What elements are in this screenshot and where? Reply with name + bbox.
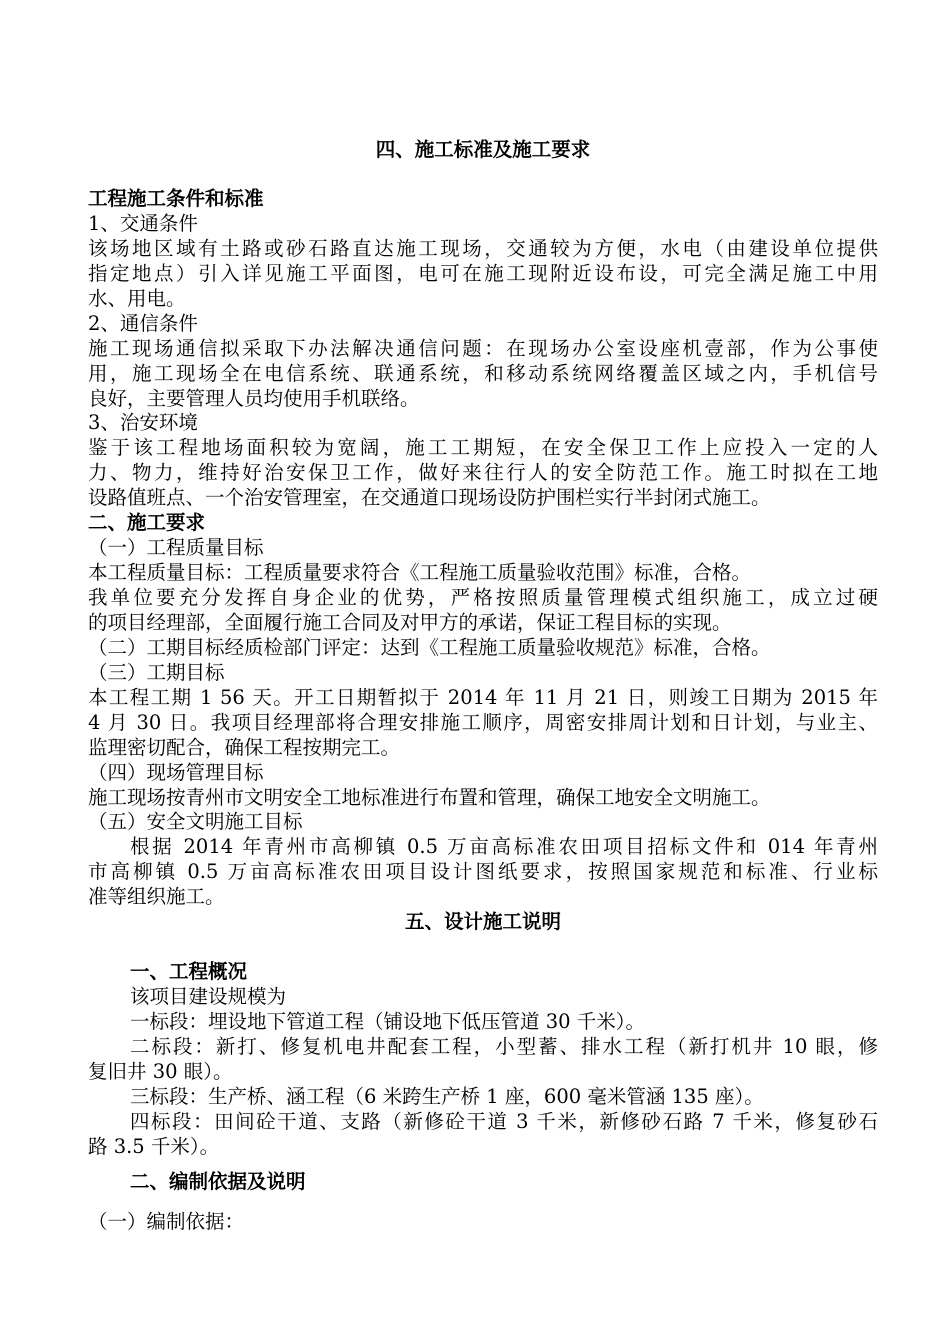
overview-line: 四标段：田间砼干道、支路（新修砼干道 3 千米，新修砂石路 7 千米，修复砂石: [130, 1110, 878, 1133]
security-line: 设路值班点、一个治安管理室，在交通道口现场设防护围栏实行半封闭式施工。: [88, 486, 771, 509]
site-management-heading: （四）现场管理目标: [88, 761, 264, 784]
requirements-heading: 二、施工要求: [88, 511, 206, 534]
quality-goal-line: 的项目经理部，全面履行施工合同及对甲方的承诺，保证工程目标的实现。: [88, 611, 732, 634]
safety-goal-line: 市高柳镇 0.5 万亩高标准农田项目设计图纸要求，按照国家规范和标准、行业标: [88, 860, 878, 883]
section-5-title: 五、设计施工说明: [404, 910, 561, 933]
quality-goal-heading: （一）工程质量目标: [88, 536, 264, 559]
overview-line: 三标段：生产桥、涵工程（6 米跨生产桥 1 座，600 毫米管涵 135 座）。: [130, 1085, 764, 1108]
security-line: 鉴于该工程地场面积较为宽阔，施工工期短，在安全保卫工作上应投入一定的人: [88, 436, 878, 459]
basis-heading: 二、编制依据及说明: [130, 1170, 306, 1193]
overview-heading: 一、工程概况: [130, 960, 248, 983]
traffic-heading: 1、交通条件: [88, 212, 198, 235]
site-management-line: 施工现场按青州市文明安全工地标准进行布置和管理，确保工地安全文明施工。: [88, 786, 771, 809]
traffic-line: 指定地点）引入详见施工平面图，电可在施工现附近设布设，可完全满足施工中用: [88, 262, 878, 285]
overview-line: 路 3.5 千米）。: [88, 1135, 220, 1158]
traffic-line: 该场地区域有土路或砂石路直达施工现场，交通较为方便，水电（由建设单位提供: [88, 237, 878, 260]
overview-line: 该项目建设规模为: [130, 985, 287, 1008]
security-heading: 3、治安环境: [88, 411, 198, 434]
section-4-title: 四、施工标准及施工要求: [375, 138, 591, 161]
conditions-subtitle: 工程施工条件和标准: [88, 187, 264, 210]
overview-line: 复旧井 30 眼）。: [88, 1060, 233, 1083]
communication-line: 施工现场通信拟采取下办法解决通信问题：在现场办公室设座机壹部，作为公事使: [88, 337, 878, 360]
communication-heading: 2、通信条件: [88, 312, 198, 335]
quality-goal-line: 我单位要充分发挥自身企业的优势，严格按照质量管理模式组织施工，成立过硬: [88, 586, 878, 609]
safety-goal-heading: （五）安全文明施工目标: [88, 810, 303, 833]
traffic-line: 水、用电。: [88, 287, 186, 310]
safety-goal-line: 准等组织施工。: [88, 885, 225, 908]
schedule-goal-line: 监理密切配合，确保工程按期完工。: [88, 736, 401, 759]
communication-line: 用，施工现场全在电信系统、联通系统，和移动系统网络覆盖区域之内，手机信号: [88, 362, 878, 385]
overview-line: 一标段：埋设地下管道工程（铺设地下低压管道 30 千米）。: [130, 1010, 645, 1033]
overview-line: 二标段：新打、修复机电井配套工程，小型蓄、排水工程（新打机井 10 眼，修: [130, 1035, 878, 1058]
schedule-quality-line: （二）工期目标经质检部门评定：达到《工程施工质量验收规范》标准，合格。: [88, 636, 771, 659]
schedule-goal-line: 4 月 30 日。我项目经理部将合理安排施工顺序，周密安排周计划和日计划，与业主、: [88, 711, 878, 734]
quality-goal-line: 本工程质量目标：工程质量要求符合《工程施工质量验收范围》标准，合格。: [88, 561, 752, 584]
basis-subheading: （一）编制依据：: [88, 1210, 245, 1233]
schedule-goal-line: 本工程工期 1 56 天。开工日期暂拟于 2014 年 11 月 21 日，则竣工日期为 2015 年: [88, 686, 878, 709]
communication-line: 良好，主要管理人员均使用手机联络。: [88, 387, 420, 410]
security-line: 力、物力，维持好治安保卫工作，做好来往行人的安全防范工作。施工时拟在工地: [88, 461, 878, 484]
schedule-goal-heading: （三）工期目标: [88, 661, 225, 684]
safety-goal-line: 根据 2014 年青州市高柳镇 0.5 万亩高标准农田项目招标文件和 014 年青州: [130, 835, 878, 858]
